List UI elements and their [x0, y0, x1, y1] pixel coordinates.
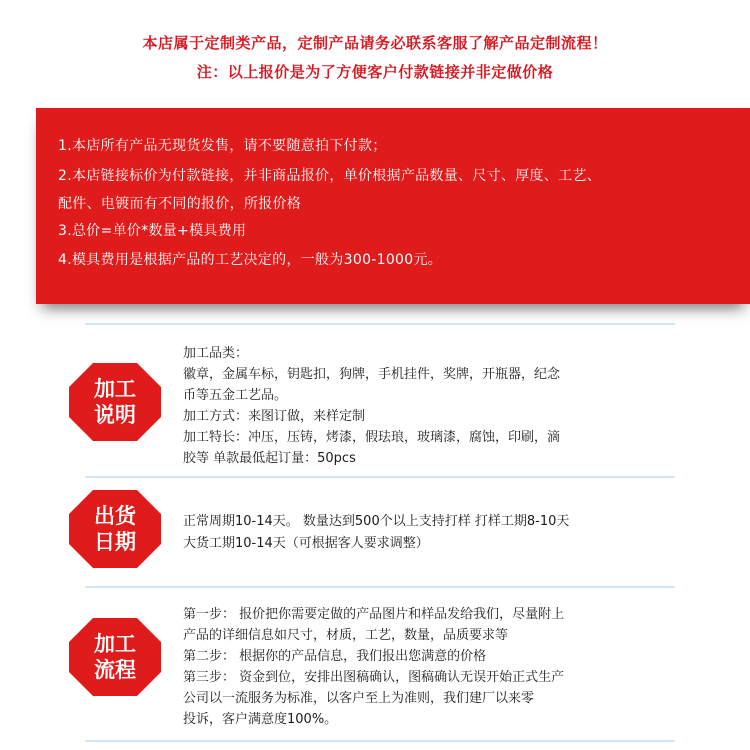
badge-text-1: 出货 — [94, 504, 136, 528]
text-line: 胶等 单款最低起订量：50pcs — [183, 451, 356, 466]
divider — [85, 740, 675, 742]
badge-text-2: 日期 — [94, 530, 136, 554]
badge-processing-info — [67, 361, 163, 443]
terms-line-3: 配件、电镀而有不同的报价，所报价格 — [58, 196, 302, 212]
terms-line-4: 3.总价=单价*数量+模具费用 — [58, 223, 247, 239]
terms-line-2: 2.本店链接标价为付款链接，并非商品报价，单价根据产品数量、尺寸、厚度、工艺、 — [58, 168, 602, 184]
badge-text-2: 说明 — [94, 403, 136, 427]
badge-text-2: 流程 — [94, 658, 136, 682]
divider — [85, 586, 675, 588]
text-line: 徽章，金属车标，钥匙扣，狗牌，手机挂件，奖牌，开瓶器，纪念 — [183, 367, 561, 382]
badge-shipping-date — [67, 488, 163, 570]
text-line: 加工方式：来图订做，来样定制 — [183, 409, 366, 424]
text-line: 加工特长：冲压，压铸，烤漆，假珐琅，玻璃漆，腐蚀，印刷，滴 — [183, 430, 561, 445]
notice-line-1: 本店属于定制类产品，定制产品请务必联系客服了解产品定制流程！ — [142, 34, 608, 52]
text-line: 第二步： 根据你的产品信息，我们报出您满意的价格 — [183, 649, 487, 664]
divider — [85, 323, 675, 325]
text-line: 第一步： 报价把你需要定做的产品图片和样品发给我们，尽量附上 — [183, 607, 565, 622]
text-line: 大货工期10-14天（可根据客人要求调整） — [183, 536, 429, 551]
text-line: 第三步： 资金到位，安排出图稿确认，图稿确认无误开始正式生产 — [183, 670, 565, 685]
text-line: 投诉，客户满意度100%。 — [183, 712, 338, 727]
processing-flow-text — [183, 604, 683, 730]
text-line: 加工品类： — [183, 346, 249, 361]
notice-line-2: 注：以上报价是为了方便客户付款链接并非定做价格 — [196, 63, 554, 81]
badge-text-1: 加工 — [94, 632, 136, 656]
processing-info-text — [183, 343, 683, 469]
terms-line-5: 4.模具费用是根据产品的工艺决定的，一般为300-1000元。 — [58, 252, 443, 268]
terms-panel — [36, 108, 750, 304]
text-line: 币等五金工艺品。 — [183, 388, 288, 403]
text-line: 正常周期10-14天。 数量达到500个以上支持打样 打样工期8-10天 — [183, 514, 570, 529]
divider — [85, 476, 675, 478]
text-line: 产品的详细信息如尺寸，材质，工艺，数量，品质要求等 — [183, 628, 509, 643]
terms-line-1: 1.本店所有产品无现货发售，请不要随意拍下付款； — [58, 138, 387, 154]
badge-text-1: 加工 — [94, 377, 136, 401]
text-line: 公司以一流服务为标准，以客户至上为准则，我们建厂以来零 — [183, 691, 535, 706]
badge-processing-flow — [67, 616, 163, 698]
shipping-date-text — [183, 511, 683, 555]
